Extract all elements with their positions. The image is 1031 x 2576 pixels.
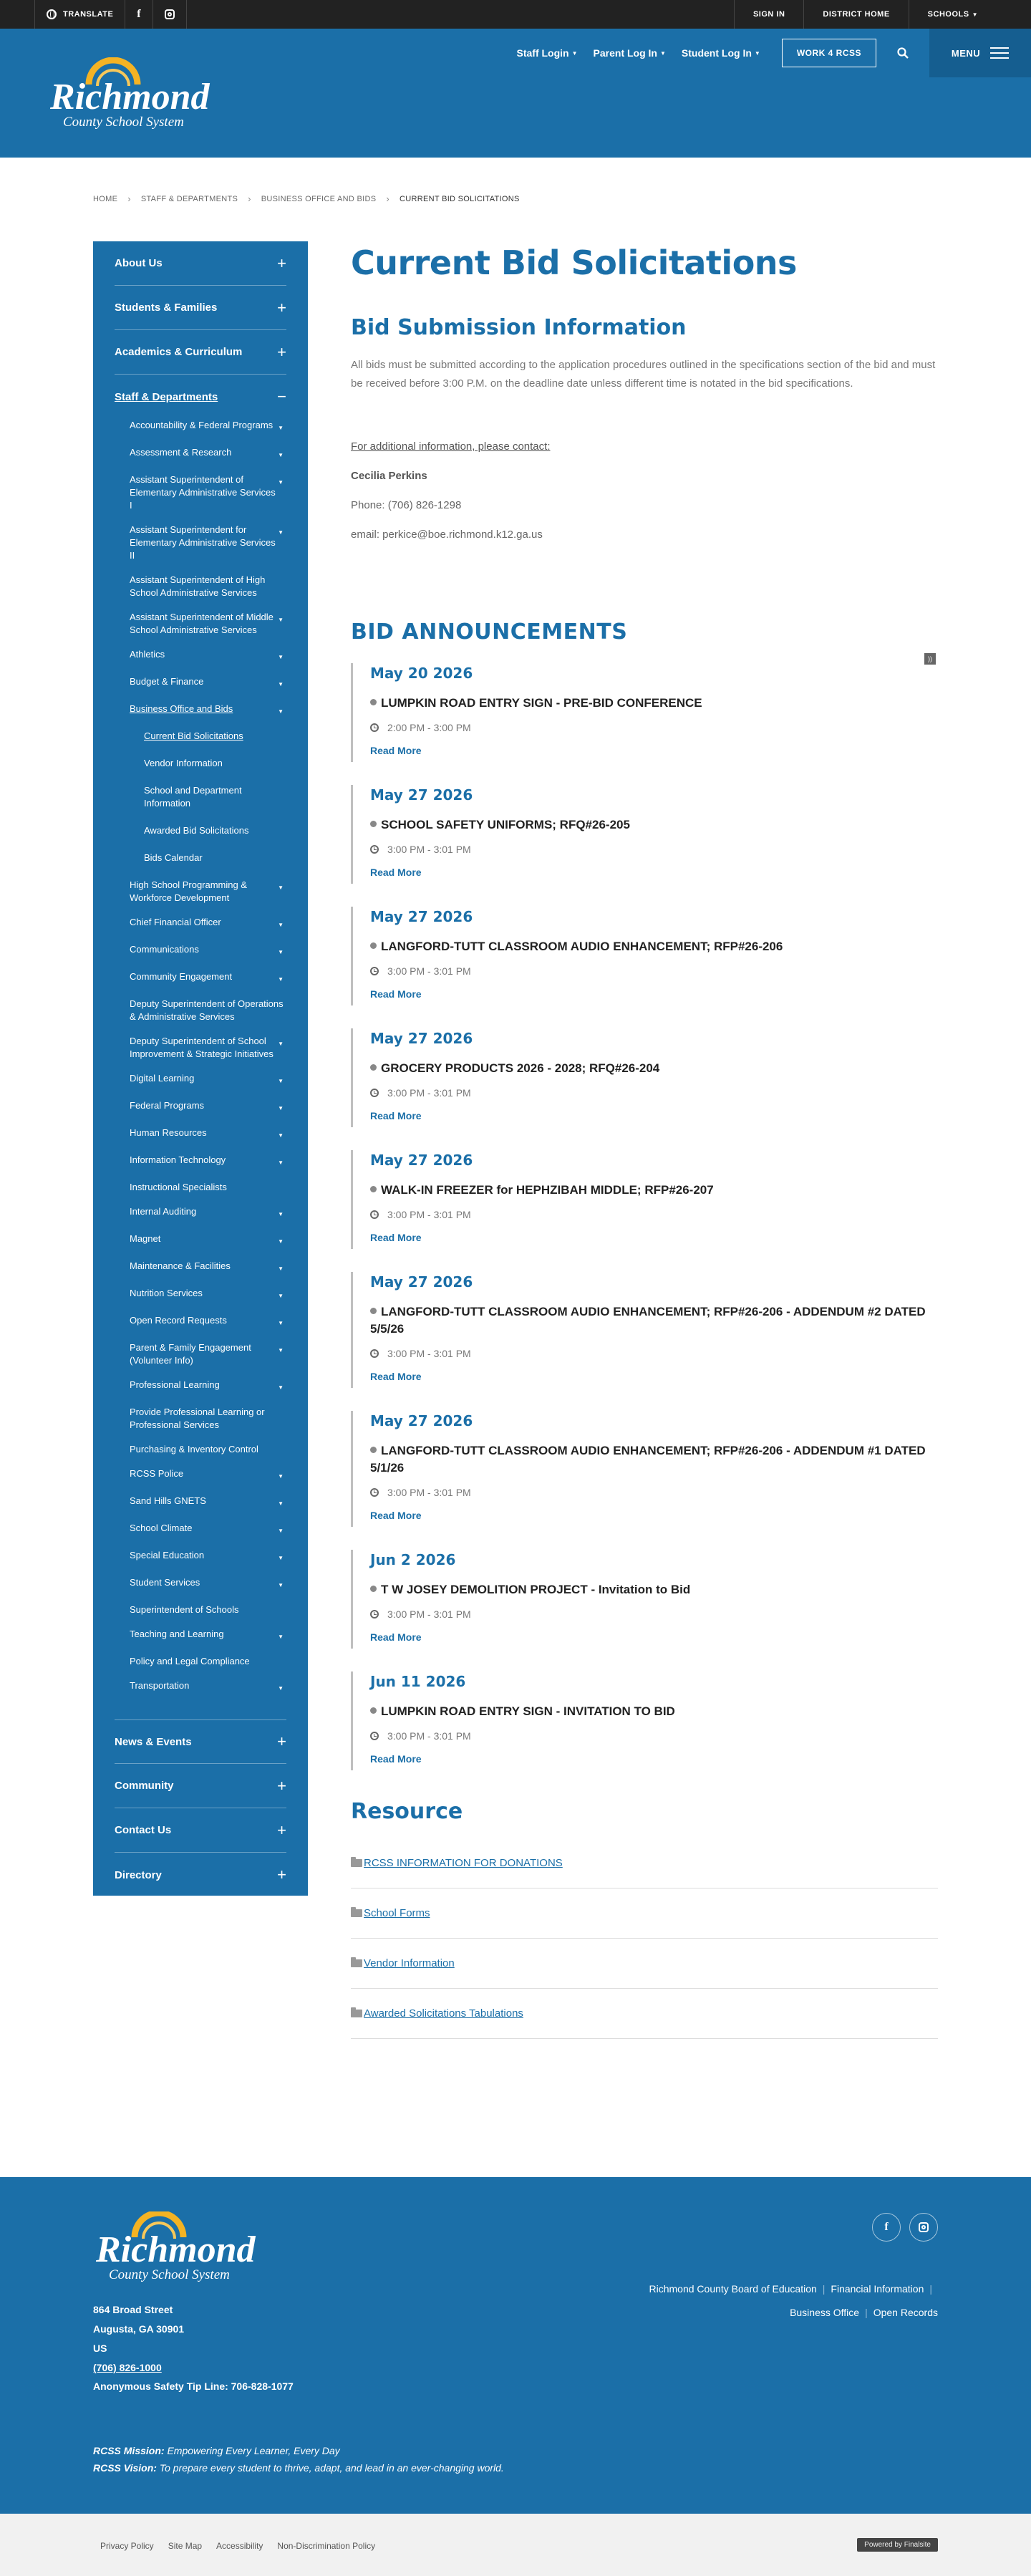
menu-button[interactable]: MENU bbox=[929, 29, 1031, 77]
event-date: May 20 2026 bbox=[370, 665, 473, 682]
plus-icon: + bbox=[277, 1732, 286, 1750]
read-more-link[interactable]: Read More bbox=[370, 988, 422, 1000]
sidebar-academics[interactable]: Academics & Curriculum + bbox=[115, 330, 286, 375]
read-more-link[interactable]: Read More bbox=[370, 1110, 422, 1121]
sidebar-dept-item[interactable]: RCSS Police ▼ bbox=[130, 1467, 286, 1483]
sidebar-dept-item[interactable]: Federal Programs ▼ bbox=[130, 1099, 286, 1115]
sidebar-dept-item[interactable]: Nutrition Services ▼ bbox=[130, 1287, 286, 1303]
logo-subtitle: County School System bbox=[63, 115, 184, 130]
read-more-link[interactable]: Read More bbox=[370, 745, 422, 756]
site-footer bbox=[0, 2177, 1031, 2514]
facebook-link[interactable] bbox=[125, 0, 153, 29]
event-title[interactable]: LANGFORD-TUTT CLASSROOM AUDIO ENHANCEMENT; RFP#26-206 - ADDENDUM #2 DATED 5/5/26 bbox=[370, 1305, 926, 1336]
bullet-icon bbox=[370, 942, 377, 949]
event-time: 3:00 PM - 3:01 PM bbox=[370, 1087, 938, 1099]
caret-down-icon[interactable]: ▼ bbox=[278, 452, 284, 458]
caret-down-icon[interactable]: ▼ bbox=[278, 1078, 284, 1084]
business-submenu-item[interactable]: Awarded Bid Solicitations bbox=[144, 825, 249, 836]
bid-submission-text: All bids must be submitted according to the application procedures outlined in the specifications section of the bid and must be received before 3:00 P.M. on the deadline date unless different time is notated in the bid specifications. bbox=[351, 359, 936, 390]
event-time: 3:00 PM - 3:01 PM bbox=[370, 1209, 938, 1220]
sidebar-about-us[interactable]: About Us + bbox=[115, 241, 286, 286]
caret-down-icon[interactable]: ▼ bbox=[278, 1528, 284, 1534]
departments-list bbox=[115, 419, 286, 1719]
sidebar-dept-item[interactable]: Magnet ▼ bbox=[130, 1232, 286, 1248]
legal-links bbox=[100, 2541, 375, 2551]
caret-down-icon[interactable]: ▼ bbox=[278, 1159, 284, 1166]
resource-link[interactable]: Awarded Solicitations Tabulations bbox=[351, 1989, 938, 2039]
event-date: May 27 2026 bbox=[370, 1030, 473, 1047]
caret-down-icon[interactable]: ▼ bbox=[278, 425, 284, 431]
utility-bar bbox=[0, 0, 1031, 29]
resource-list bbox=[351, 1838, 938, 2039]
event-title[interactable]: LUMPKIN ROAD ENTRY SIGN - INVITATION TO BID bbox=[370, 1703, 938, 1720]
event-date: May 27 2026 bbox=[370, 786, 473, 804]
resource-link[interactable]: RCSS INFORMATION FOR DONATIONS bbox=[351, 1838, 938, 1888]
sidebar-dept-item[interactable]: Provide Professional Learning or Professional Services bbox=[130, 1407, 265, 1430]
contact-heading: For additional information, please contact: bbox=[351, 440, 551, 453]
sidebar-dept-item[interactable]: Information Technology ▼ bbox=[130, 1154, 286, 1169]
clock-icon bbox=[370, 1488, 379, 1497]
caret-down-icon[interactable]: ▼ bbox=[278, 976, 284, 983]
caret-down-icon[interactable]: ▼ bbox=[278, 1293, 284, 1299]
footer-link-business-office[interactable]: Business Office bbox=[790, 2307, 860, 2318]
sidebar-dept-item[interactable]: Business Office and Bids ▼ bbox=[130, 703, 286, 718]
caret-down-icon[interactable]: ▼ bbox=[278, 884, 284, 891]
folder-icon bbox=[351, 1959, 362, 1967]
breadcrumb bbox=[93, 193, 520, 204]
caret-down-icon[interactable]: ▼ bbox=[278, 1582, 284, 1588]
instagram-icon bbox=[165, 9, 175, 19]
event-date: Jun 2 2026 bbox=[370, 1551, 456, 1568]
business-submenu-item[interactable]: Vendor Information bbox=[144, 758, 223, 768]
sidebar-dept-item[interactable]: Assistant Superintendent of High School Administrative Services bbox=[130, 574, 266, 598]
sidebar-staff-departments[interactable]: Staff & Departments − bbox=[115, 387, 286, 405]
mission-vision: RCSS Mission: Empowering Every Learner, Every Day RCSS Vision: To prepare every student to thrive, adapt, and lead in an ever-changing world. bbox=[93, 2445, 504, 2474]
caret-down-icon[interactable]: ▼ bbox=[278, 1105, 284, 1111]
sidebar-dept-item[interactable]: Maintenance & Facilities ▼ bbox=[130, 1260, 286, 1275]
sidebar-students-families[interactable]: Students & Families + bbox=[115, 286, 286, 330]
folder-icon bbox=[351, 1909, 362, 1917]
hamburger-icon bbox=[990, 44, 1009, 62]
event-date: May 27 2026 bbox=[370, 1273, 473, 1291]
event-title[interactable]: LANGFORD-TUTT CLASSROOM AUDIO ENHANCEMENT; RFP#26-206 bbox=[370, 938, 938, 955]
sidebar-dept-item[interactable]: Sand Hills GNETS ▼ bbox=[130, 1495, 286, 1510]
chevron-right-icon: › bbox=[127, 193, 131, 204]
sidebar-dept-item[interactable]: Instructional Specialists bbox=[130, 1182, 227, 1192]
clock-icon bbox=[370, 1089, 379, 1097]
sidebar-dept-item[interactable]: Internal Auditing ▼ bbox=[130, 1205, 286, 1221]
footer-facebook-link[interactable] bbox=[872, 2213, 901, 2242]
footer-links: Richmond County Board of Education | Financial Information | Business Office | Open Records bbox=[649, 2283, 938, 2318]
bullet-icon bbox=[370, 821, 377, 827]
folder-icon bbox=[351, 1859, 362, 1867]
chevron-right-icon: › bbox=[248, 193, 251, 204]
caret-down-icon[interactable]: ▼ bbox=[278, 1555, 284, 1561]
plus-icon: + bbox=[277, 342, 286, 361]
caret-down-icon[interactable]: ▼ bbox=[278, 922, 284, 928]
caret-down-icon[interactable]: ▼ bbox=[278, 708, 284, 715]
resource-link[interactable]: Vendor Information bbox=[351, 1939, 938, 1989]
event-time: 3:00 PM - 3:01 PM bbox=[370, 1608, 938, 1620]
non-discrimination-link[interactable]: Non-Discrimination Policy bbox=[277, 2541, 376, 2551]
sidebar-dept-item[interactable]: Superintendent of Schools bbox=[130, 1604, 239, 1615]
sidebar-dept-item[interactable]: Digital Learning ▼ bbox=[130, 1072, 286, 1088]
main-content bbox=[351, 243, 938, 2039]
translate-button[interactable]: TRANSLATE bbox=[34, 0, 125, 29]
privacy-policy-link[interactable]: Privacy Policy bbox=[100, 2541, 154, 2551]
sidebar-dept-item[interactable]: Deputy Superintendent of School Improvement & Strategic Initiatives ▼ bbox=[130, 1036, 284, 1059]
event-time: 3:00 PM - 3:01 PM bbox=[370, 844, 938, 855]
footer-address: 864 Broad Street Augusta, GA 30901 US (706) 826-1000 bbox=[93, 2304, 185, 2373]
contact-email: email: perkice@boe.richmond.k12.ga.us bbox=[351, 529, 543, 541]
event-time: 3:00 PM - 3:01 PM bbox=[370, 1730, 938, 1742]
caret-down-icon[interactable]: ▼ bbox=[278, 529, 284, 536]
chevron-right-icon: › bbox=[386, 193, 390, 204]
business-submenu-item[interactable]: School and Department Information bbox=[144, 785, 242, 809]
facebook-icon: f bbox=[137, 8, 142, 20]
instagram-link[interactable] bbox=[153, 0, 187, 29]
main-nav bbox=[517, 29, 1031, 77]
sidebar-dept-item[interactable]: Communications ▼ bbox=[130, 943, 286, 959]
bid-event bbox=[351, 663, 938, 762]
breadcrumb-staff-departments[interactable]: STAFF & DEPARTMENTS bbox=[140, 194, 238, 203]
staff-login-menu[interactable]: Staff Login ▼ bbox=[516, 47, 578, 59]
plus-icon: + bbox=[277, 1866, 286, 1883]
bid-event bbox=[351, 1550, 938, 1649]
clock-icon bbox=[370, 1610, 379, 1619]
bid-event bbox=[351, 1411, 938, 1527]
sidebar-contact-us[interactable]: Contact Us + bbox=[115, 1808, 286, 1853]
bid-events-list bbox=[351, 663, 938, 1770]
clock-icon bbox=[370, 1210, 379, 1219]
sidebar-dept-item[interactable]: Athletics ▼ bbox=[130, 648, 286, 664]
caret-down-icon[interactable]: ▼ bbox=[278, 1384, 284, 1391]
instagram-icon bbox=[919, 2222, 929, 2232]
caret-down-icon[interactable]: ▼ bbox=[278, 1634, 284, 1640]
contact-name: Cecilia Perkins bbox=[351, 470, 427, 482]
clock-icon bbox=[370, 967, 379, 975]
facebook-icon: f bbox=[884, 2221, 889, 2233]
page-title: Current Bid Solicitations bbox=[351, 243, 797, 282]
bullet-icon bbox=[370, 1186, 377, 1192]
footer-phone-link[interactable]: (706) 826-1000 bbox=[93, 2362, 162, 2373]
accessibility-link[interactable]: Accessibility bbox=[216, 2541, 263, 2551]
caret-down-icon[interactable]: ▼ bbox=[278, 1132, 284, 1139]
resource-link[interactable]: School Forms bbox=[351, 1888, 938, 1939]
bid-submission-heading: Bid Submission Information bbox=[351, 315, 687, 340]
breadcrumb-current: CURRENT BID SOLICITATIONS bbox=[400, 194, 520, 203]
bid-event bbox=[351, 1150, 938, 1249]
footer-logo-subtitle: County School System bbox=[109, 2267, 230, 2282]
sidebar-dept-item[interactable]: Chief Financial Officer ▼ bbox=[130, 916, 286, 932]
sidebar-directory[interactable]: Directory + bbox=[115, 1866, 286, 1883]
footer-logo[interactable] bbox=[93, 2211, 268, 2283]
sidebar-dept-item[interactable]: Assistant Superintendent for Elementary Administrative Services II ▼ bbox=[130, 524, 284, 561]
site-header bbox=[0, 29, 1031, 158]
caret-down-icon[interactable]: ▼ bbox=[278, 1347, 284, 1354]
event-date: May 27 2026 bbox=[370, 908, 473, 925]
logo-wordmark: Richmond bbox=[50, 77, 210, 117]
district-home-link[interactable]: DISTRICT HOME bbox=[803, 0, 908, 29]
sidebar-dept-item[interactable]: Assessment & Research ▼ bbox=[130, 446, 286, 462]
caret-down-icon[interactable]: ▼ bbox=[278, 617, 284, 623]
business-submenu-item[interactable]: Bids Calendar bbox=[144, 852, 203, 863]
work-4-rcss-button[interactable]: WORK 4 RCSS bbox=[782, 39, 876, 67]
clock-icon bbox=[370, 1349, 379, 1358]
caret-down-icon[interactable]: ▼ bbox=[278, 1238, 284, 1245]
footer-link-board[interactable]: Richmond County Board of Education bbox=[649, 2283, 817, 2295]
caret-down-icon[interactable]: ▼ bbox=[278, 1500, 284, 1507]
caret-down-icon[interactable]: ▼ bbox=[278, 479, 284, 486]
bullet-icon bbox=[370, 1707, 377, 1714]
sidebar-dept-item[interactable]: Student Services ▼ bbox=[130, 1576, 286, 1592]
resource-heading: Resource bbox=[351, 1799, 463, 1824]
event-title[interactable]: GROCERY PRODUCTS 2026 - 2028; RFQ#26-204 bbox=[370, 1060, 938, 1077]
sidebar-dept-item[interactable]: Teaching and Learning ▼ bbox=[130, 1628, 286, 1644]
caret-down-icon[interactable]: ▼ bbox=[278, 1320, 284, 1326]
bid-event bbox=[351, 785, 938, 884]
sidebar-dept-item[interactable]: Policy and Legal Compliance bbox=[130, 1656, 250, 1666]
contact-phone: Phone: (706) 826-1298 bbox=[351, 499, 462, 511]
sidebar-dept-item[interactable]: Assistant Superintendent of Elementary Administrative Services I ▼ bbox=[130, 474, 284, 511]
bullet-icon bbox=[370, 1586, 377, 1592]
plus-icon: + bbox=[277, 1776, 286, 1795]
caret-down-icon: ▼ bbox=[571, 49, 578, 57]
caret-down-icon[interactable]: ▼ bbox=[278, 1685, 284, 1692]
breadcrumb-home[interactable]: HOME bbox=[93, 194, 118, 203]
event-time: 3:00 PM - 3:01 PM bbox=[370, 965, 938, 977]
bid-event bbox=[351, 1272, 938, 1388]
sidebar-news-events[interactable]: News & Events + bbox=[115, 1719, 286, 1764]
schools-dropdown[interactable]: SCHOOLS ▼ bbox=[909, 0, 997, 29]
search-icon bbox=[897, 47, 909, 59]
sidebar-dept-item[interactable]: Community Engagement ▼ bbox=[130, 970, 286, 986]
event-time: 2:00 PM - 3:00 PM bbox=[370, 722, 938, 733]
sidebar-dept-item[interactable]: Professional Learning ▼ bbox=[130, 1379, 286, 1394]
event-title[interactable]: LANGFORD-TUTT CLASSROOM AUDIO ENHANCEMENT; RFP#26-206 - ADDENDUM #1 DATED 5/1/26 bbox=[370, 1444, 926, 1475]
student-login-menu[interactable]: Student Log In ▼ bbox=[681, 47, 760, 59]
read-more-link[interactable]: Read More bbox=[370, 1631, 422, 1643]
sidebar-dept-item[interactable]: Open Record Requests ▼ bbox=[130, 1314, 286, 1330]
bid-event bbox=[351, 907, 938, 1005]
breadcrumb-business-office[interactable]: BUSINESS OFFICE AND BIDS bbox=[261, 194, 377, 203]
read-more-link[interactable]: Read More bbox=[370, 1753, 422, 1765]
footer-instagram-link[interactable] bbox=[909, 2213, 938, 2242]
powered-by-badge[interactable]: Powered by Finalsite bbox=[857, 2538, 938, 2552]
business-submenu-item[interactable]: Current Bid Solicitations bbox=[144, 730, 243, 741]
sidebar-dept-item[interactable]: Purchasing & Inventory Control bbox=[130, 1444, 258, 1455]
plus-icon: + bbox=[277, 298, 286, 317]
event-time: 3:00 PM - 3:01 PM bbox=[370, 1348, 938, 1359]
sidebar-dept-item[interactable]: Deputy Superintendent of Operations & Administrative Services bbox=[130, 998, 284, 1022]
plus-icon: + bbox=[277, 254, 286, 272]
search-button[interactable] bbox=[876, 29, 929, 77]
read-more-link[interactable]: Read More bbox=[370, 867, 422, 878]
sidebar-dept-item[interactable]: Accountability & Federal Programs ▼ bbox=[130, 419, 286, 435]
plus-icon: + bbox=[277, 1820, 286, 1839]
footer-link-financial[interactable]: Financial Information bbox=[831, 2283, 924, 2295]
caret-down-icon[interactable]: ▼ bbox=[278, 1041, 284, 1047]
sidebar-dept-item[interactable]: High School Programming & Workforce Development ▼ bbox=[130, 879, 284, 903]
event-title[interactable]: SCHOOL SAFETY UNIFORMS; RFQ#26-205 bbox=[370, 816, 938, 834]
folder-icon bbox=[351, 2010, 362, 2017]
caret-down-icon[interactable]: ▼ bbox=[278, 1473, 284, 1480]
sidebar-dept-item[interactable]: School Climate ▼ bbox=[130, 1522, 286, 1538]
sidebar-dept-item[interactable]: Parent & Family Engagement (Volunteer Info) ▼ bbox=[130, 1342, 284, 1366]
sidebar-dept-item[interactable]: Special Education ▼ bbox=[130, 1549, 286, 1565]
sidebar-community[interactable]: Community + bbox=[115, 1764, 286, 1808]
clock-icon bbox=[370, 1732, 379, 1740]
sidebar-dept-item[interactable]: Human Resources ▼ bbox=[130, 1127, 286, 1142]
rss-feed-icon[interactable]: )) bbox=[924, 653, 936, 665]
site-map-link[interactable]: Site Map bbox=[168, 2541, 203, 2551]
sidebar-dept-item[interactable]: Transportation ▼ bbox=[130, 1679, 286, 1695]
clock-icon bbox=[370, 845, 379, 854]
sidebar-dept-item[interactable]: Budget & Finance ▼ bbox=[130, 675, 286, 691]
section-sidebar bbox=[93, 241, 308, 1896]
read-more-link[interactable]: Read More bbox=[370, 1510, 422, 1521]
event-date: May 27 2026 bbox=[370, 1152, 473, 1169]
footer-link-open-records[interactable]: Open Records bbox=[873, 2307, 938, 2318]
caret-down-icon[interactable]: ▼ bbox=[278, 681, 284, 688]
caret-down-icon[interactable]: ▼ bbox=[278, 1265, 284, 1272]
minus-icon: − bbox=[277, 387, 286, 405]
bullet-icon bbox=[370, 1308, 377, 1314]
sign-in-link[interactable]: SIGN IN bbox=[734, 0, 803, 29]
caret-down-icon[interactable]: ▼ bbox=[278, 654, 284, 660]
sidebar-dept-item[interactable]: Assistant Superintendent of Middle School Administrative Services ▼ bbox=[130, 612, 284, 635]
event-date: May 27 2026 bbox=[370, 1412, 473, 1429]
footer-social bbox=[872, 2213, 938, 2242]
footer-logo-wordmark: Richmond bbox=[96, 2229, 256, 2270]
business-office-submenu bbox=[130, 730, 286, 864]
caret-down-icon[interactable]: ▼ bbox=[278, 949, 284, 955]
district-logo[interactable] bbox=[47, 57, 223, 132]
globe-icon bbox=[47, 9, 57, 19]
event-title[interactable]: WALK-IN FREEZER for HEPHZIBAH MIDDLE; RFP#26-207 bbox=[370, 1182, 938, 1199]
bullet-icon bbox=[370, 699, 377, 705]
caret-down-icon[interactable]: ▼ bbox=[278, 1211, 284, 1217]
event-title[interactable]: LUMPKIN ROAD ENTRY SIGN - PRE-BID CONFERENCE bbox=[370, 695, 938, 712]
bid-announcements-heading: BID ANNOUNCEMENTS bbox=[351, 619, 628, 645]
caret-down-icon: ▼ bbox=[972, 11, 978, 18]
bullet-icon bbox=[370, 1447, 377, 1453]
bid-event bbox=[351, 1671, 938, 1770]
event-date: Jun 11 2026 bbox=[370, 1673, 466, 1690]
bid-event bbox=[351, 1028, 938, 1127]
event-time: 3:00 PM - 3:01 PM bbox=[370, 1487, 938, 1498]
clock-icon bbox=[370, 723, 379, 732]
read-more-link[interactable]: Read More bbox=[370, 1232, 422, 1243]
bottom-bar bbox=[0, 2514, 1031, 2576]
bullet-icon bbox=[370, 1064, 377, 1071]
event-title[interactable]: T W JOSEY DEMOLITION PROJECT - Invitation to Bid bbox=[370, 1581, 938, 1598]
caret-down-icon: ▼ bbox=[659, 49, 666, 57]
caret-down-icon: ▼ bbox=[754, 49, 760, 57]
parent-login-menu[interactable]: Parent Log In ▼ bbox=[593, 47, 666, 59]
safety-tip-line: Anonymous Safety Tip Line: 706-828-1077 bbox=[93, 2380, 294, 2392]
read-more-link[interactable]: Read More bbox=[370, 1371, 422, 1382]
